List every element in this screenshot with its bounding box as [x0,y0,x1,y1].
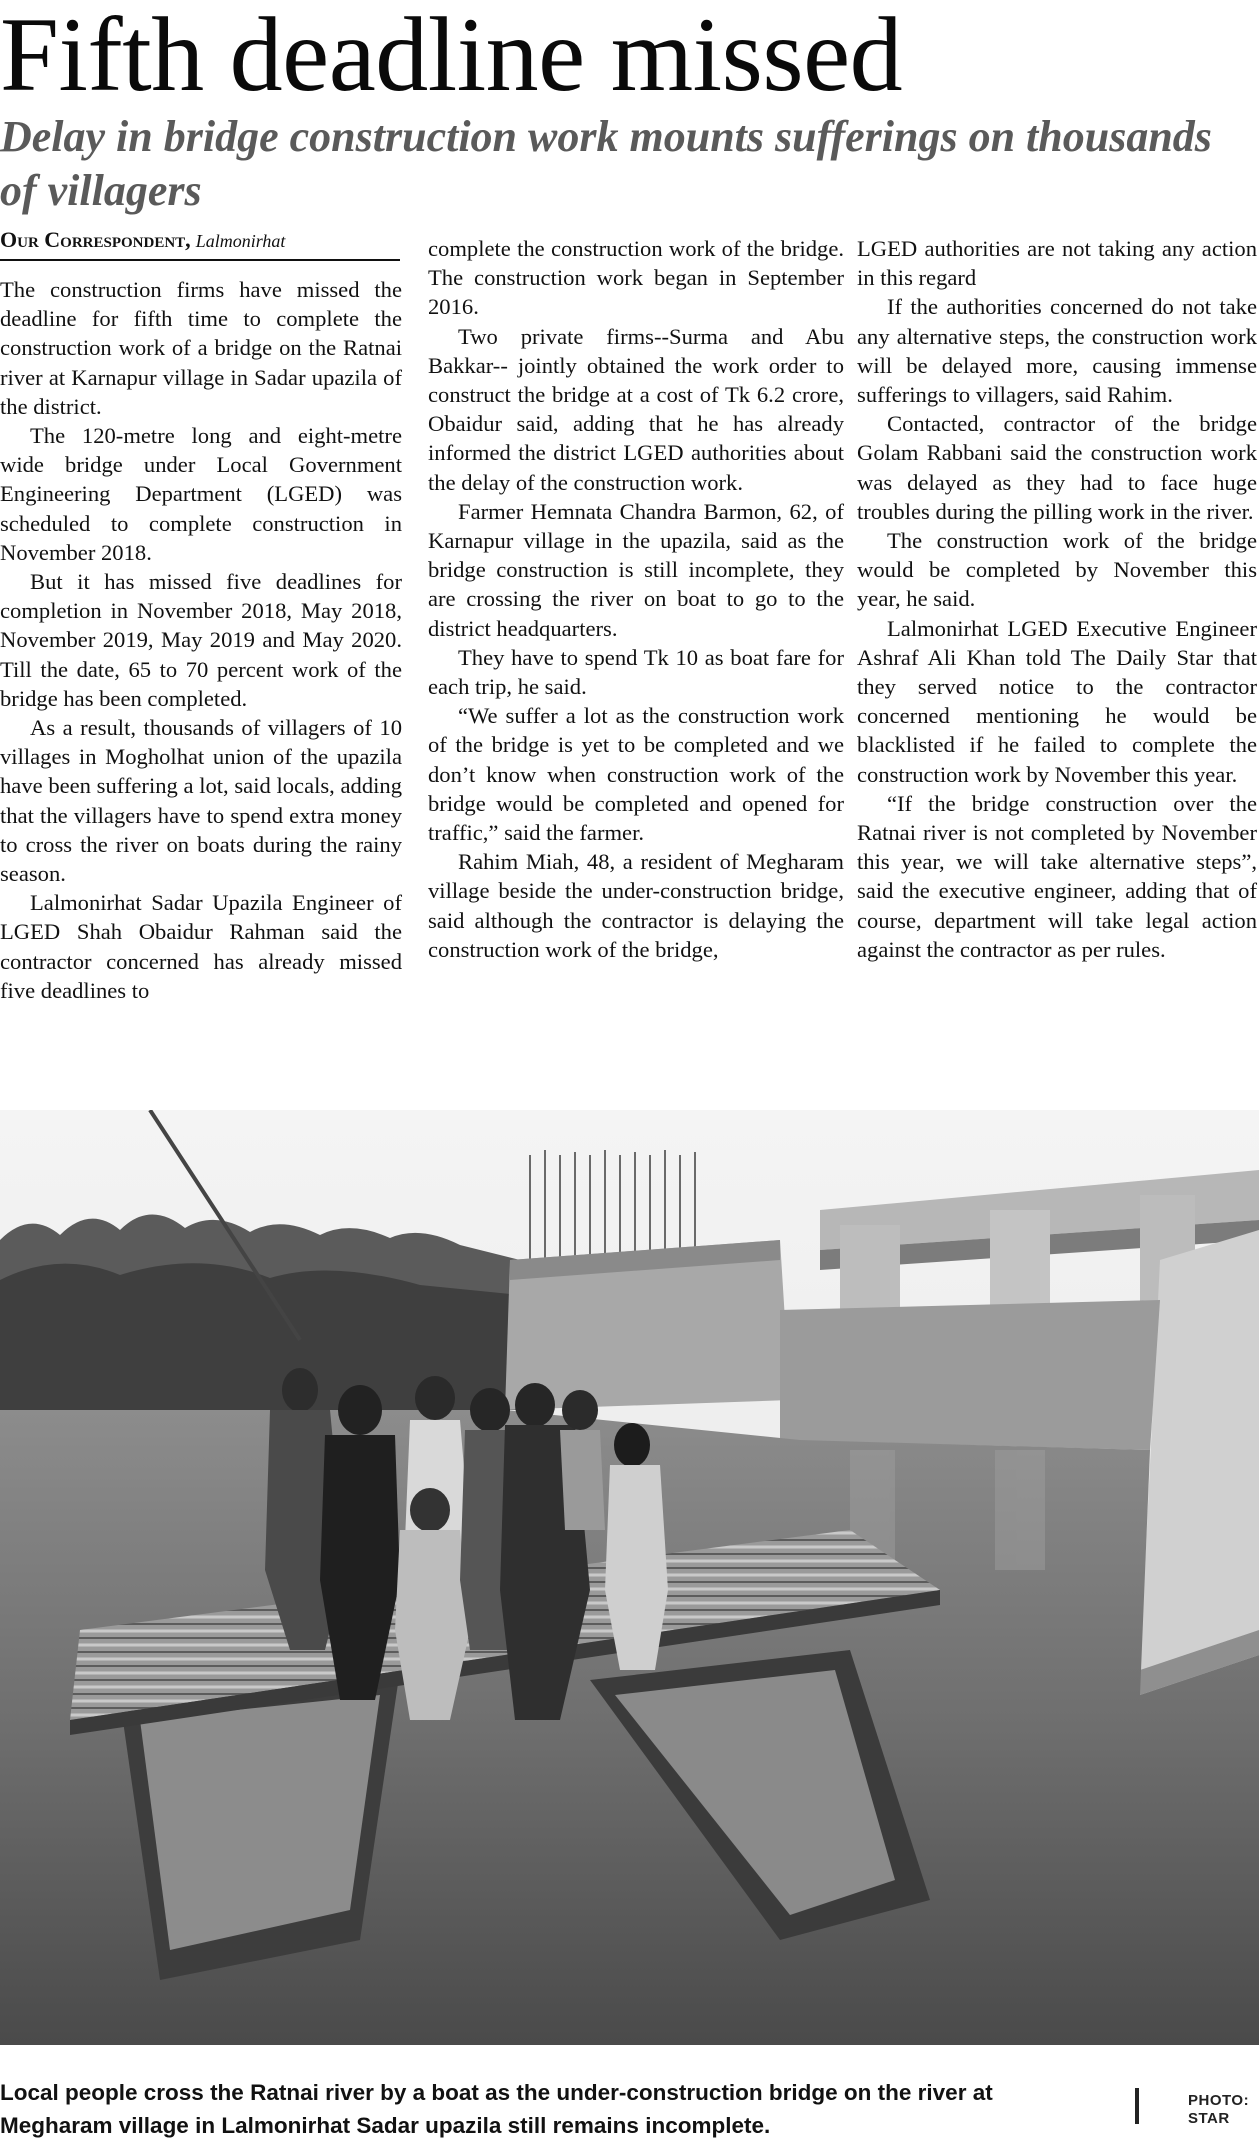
article-column-1 [0,275,402,1005]
byline [0,228,400,261]
photo-credit [1188,2092,1258,2128]
paragraph: If the authorities concerned do not take any alternative steps, the construction work will be delayed more, causing immense sufferings to villagers, said Rahim. [857,294,1257,408]
paragraph: Lalmonirhat LGED Executive Engineer Ashraf Ali Khan told The Daily Star that they served notice to the contractor concerned mentioning he would be blacklisted if he failed to complete the construction work by November this year. [857,615,1257,787]
photo-caption: Local people cross the Ratnai river by a boat as the under-construction bridge on the river at Megharam village in Lalmonirhat Sadar upazila still remains incomplete. [0,2080,993,2138]
photo-credit-label: PHOTO: [1188,2092,1250,2109]
article-column-3 [857,234,1257,964]
paragraph: “We suffer a lot as the construction work of the bridge is yet to be completed and we don’t know when construction work of the bridge would be completed and opened for traffic,” said the farmer. [428,703,844,846]
paragraph: Farmer Hemnata Chandra Barmon, 62, of Karnapur village in the upazila, said as the bridge construction is still incomplete, they are crossing the river on boat to go to the district headquarters. [428,498,844,641]
headline: Fifth deadline missed [0,0,903,113]
paragraph: LGED authorities are not taking any action in this regard [857,236,1257,291]
credit-divider [1135,2088,1139,2124]
byline-name: Our Correspondent, [0,227,191,252]
paragraph: As a result, thousands of villagers of 10 villages in Mogholhat union of the upazila have been suffering a lot, said locals, adding that the villagers have to spend extra money to cross the river on boats during the rainy season. [0,715,402,887]
paragraph: Rahim Miah, 48, a resident of Megharam village beside the under-construction bridge, said although the contractor is delaying the construction work of the bridge, [428,849,844,962]
byline-location: Lalmonirhat [195,231,286,251]
paragraph: Lalmonirhat Sadar Upazila Engineer of LGED Shah Obaidur Rahman said the contractor concerned has already missed five deadlines to [0,890,402,1003]
photo-credit-source: STAR [1188,2110,1230,2127]
paragraph: complete the construction work of the bridge. The construction work began in September 2016. [428,236,844,320]
paragraph: The construction firms have missed the deadline for fifth time to complete the construction work of a bridge on the Ratnai river at Karnapur village in Sadar upazila of the district. [0,277,402,419]
paragraph: But it has missed five deadlines for completion in November 2018, May 2018, November 2019, May 2019 and May 2020. Till the date, 65 to 70 percent work of the bridge has been completed. [0,569,402,711]
paragraph: “If the bridge construction over the Ratnai river is not completed by November this year, we will take alternative steps”, said the executive engineer, adding that of course, department will take legal action against the contractor as per rules. [857,790,1257,962]
paragraph: Contacted, contractor of the bridge Golam Rabbani said the construction work was delayed as they had to face huge troubles during the pilling work in the river. [857,411,1257,524]
paragraph: They have to spend Tk 10 as boat fare for each trip, he said. [428,644,844,700]
subheadline: Delay in bridge construction work mounts sufferings on thousands of villagers [0,112,1212,215]
paragraph: The construction work of the bridge would be completed by November this year, he said. [857,528,1257,612]
article-column-2 [428,234,844,964]
paragraph: The 120-metre long and eight-metre wide bridge under Local Government Engineering Department (LGED) was scheduled to complete construction in November 2018. [0,423,402,565]
paragraph: Two private firms--Surma and Abu Bakkar-- jointly obtained the work order to construct the bridge at a cost of Tk 6.2 crore, Obaidur said, adding that he has already informed the district LGED authorities about the delay of the construction work. [428,323,844,495]
news-photo [0,1110,1259,2045]
